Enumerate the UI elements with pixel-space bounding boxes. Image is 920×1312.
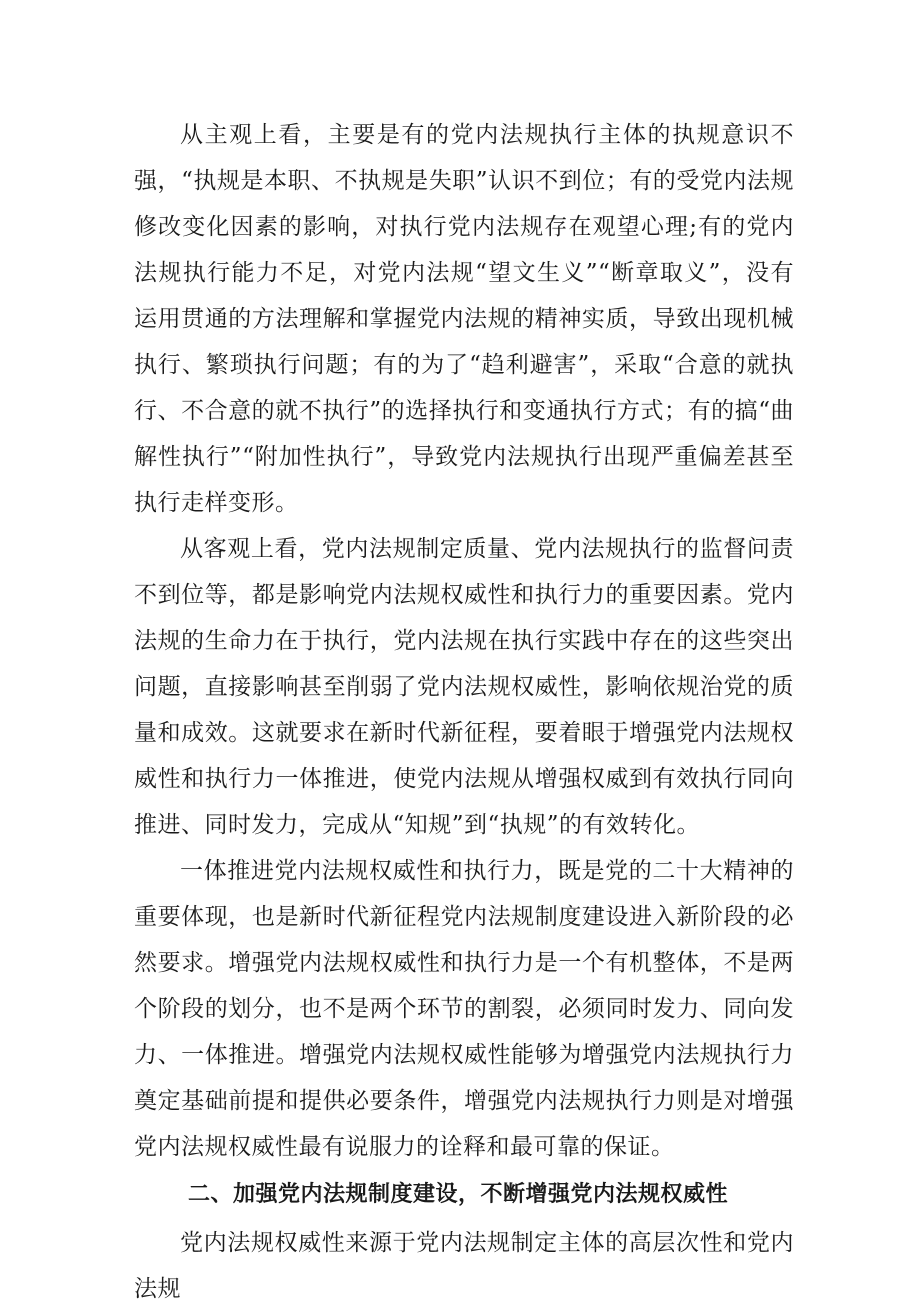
- paragraph-authority-source: 党内法规权威性来源于党内法规制定主体的高层次性和党内法规: [134, 1230, 794, 1302]
- paragraph-integration: 一体推进党内法规权威性和执行力，既是党的二十大精神的重要体现，也是新时代新征程党内法规制度建设进入新阶段的必然要求。增强党内法规权威性和执行力是一个有机整体，不是两个阶段的划分，也不是两个环节的割裂，必须同时发力、同向发力、一体推进。增强党内法规权威性能够为增强党内法规执行力奠定基础前提和提供必要条件，增强党内法规执行力则是对增强党内法规权威性最有说服力的诠释和最可靠的保证。: [134, 858, 794, 1160]
- section-heading: 二、加强党内法规制度建设，不断增强党内法规权威性: [188, 1182, 729, 1207]
- paragraph-objective: 从客观上看，党内法规制定质量、党内法规执行的监督问责不到位等，都是影响党内法规权威性和执行力的重要因素。党内法规的生命力在于执行，党内法规在执行实践中存在的这些突出问题，直接影响甚至削弱了党内法规权威性，影响依规治党的质量和成效。这就要求在新时代新征程，要着眼于增强党内法规权威性和执行力一体推进，使党内法规从增强权威到有效执行同向推进、同时发力，完成从“知规”到“执规”的有效转化。: [134, 536, 794, 838]
- document-page: [134, 112, 794, 1312]
- paragraph-subjective: 从主观上看，主要是有的党内法规执行主体的执规意识不强，“执规是本职、不执规是失职”认识不到位；有的受党内法规修改变化因素的影响，对执行党内法规存在观望心理;有的党内法规执行能力不足，对党内法规“望文生义”“断章取义”，没有运用贯通的方法理解和掌握党内法规的精神实质，导致出现机械执行、繁琐执行问题；有的为了“趋利避害”，采取“合意的就执行、不合意的就不执行”的选择执行和变通执行方式；有的搞“曲解性执行”“附加性执行”，导致党内法规执行出现严重偏差甚至执行走样变形。: [134, 122, 794, 516]
